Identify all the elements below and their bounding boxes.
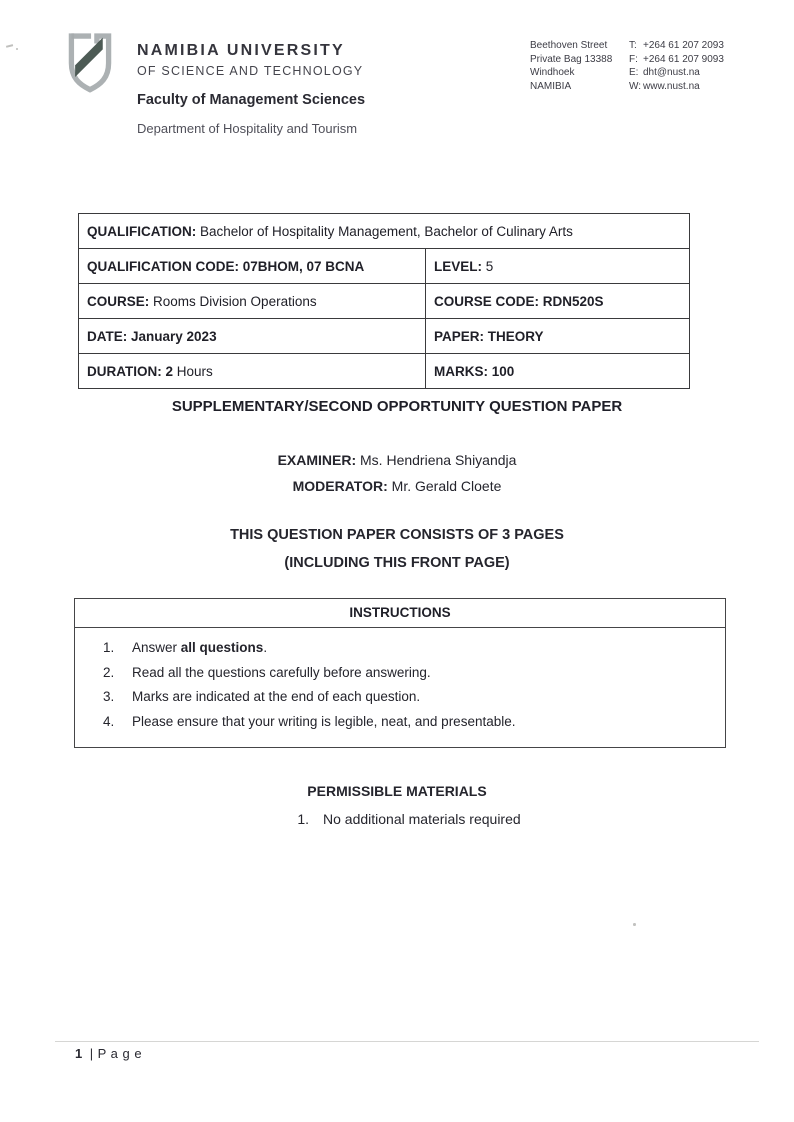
instructions-list [75, 628, 725, 729]
cell-paper [426, 319, 690, 354]
cell-duration [79, 354, 426, 389]
cell-value-bold: January 2023 [131, 328, 217, 344]
page-count-line: THIS QUESTION PAPER CONSISTS OF 3 PAGES [230, 527, 564, 543]
contact-label: F: [629, 53, 638, 65]
materials-item [297, 811, 520, 827]
item-number: 2. [103, 664, 115, 680]
footer-divider [55, 1041, 759, 1042]
table-row [79, 319, 690, 354]
address-line: Beethoven Street [530, 40, 608, 51]
scan-artifact [6, 44, 13, 47]
examiner-line [0, 452, 794, 468]
address-line: NAMIBIA [530, 80, 572, 92]
instruction-item [103, 714, 715, 729]
cell-course [79, 284, 426, 319]
address-line: Private Bag 13388 [530, 53, 613, 65]
cell-label: DURATION: [87, 363, 162, 379]
contact-line [629, 53, 724, 67]
cell-label: DATE: [87, 328, 128, 344]
cell-qualification-code [79, 249, 426, 284]
footer-page-word: P a g e [97, 1046, 143, 1061]
cell-date [79, 319, 426, 354]
table-row [79, 214, 690, 249]
instruction-item [103, 665, 715, 680]
cell-value: Bachelor of Hospitality Management, Bachelor of Culinary Arts [200, 223, 573, 239]
cell-label: MARKS: [434, 363, 488, 379]
paper-type-heading: SUPPLEMENTARY/SECOND OPPORTUNITY QUESTION PAPER [171, 398, 623, 415]
examiner-label: EXAMINER: [277, 452, 357, 468]
item-text [132, 640, 267, 655]
university-name: NAMIBIA UNIVERSITY [137, 42, 345, 59]
page-number-footer [75, 1046, 142, 1061]
nust-shield-logo-icon [56, 27, 124, 95]
page-count-note: (INCLUDING THIS FRONT PAGE) [284, 555, 510, 571]
contact-value: www.nust.na [643, 80, 700, 92]
item-text-post: . [263, 640, 268, 655]
table-row [79, 249, 690, 284]
instructions-box [74, 598, 726, 748]
examiner-name: Ms. Hendriena Shiyandja [360, 452, 517, 468]
faculty-name: Faculty of Management Sciences [137, 92, 366, 108]
item-text [132, 714, 515, 729]
cell-label: COURSE: [87, 293, 150, 309]
item-number: 1. [297, 811, 310, 827]
cell-label: QUALIFICATION CODE: [87, 258, 239, 274]
instructions-title: INSTRUCTIONS [75, 599, 725, 628]
contact-line [629, 80, 724, 94]
moderator-label: MODERATOR: [292, 478, 388, 494]
cell-value-bold: RDN520S [542, 293, 604, 309]
contact-value: +264 61 207 9093 [643, 53, 724, 65]
scan-artifact [16, 48, 18, 50]
table-row [79, 284, 690, 319]
exam-details-table [78, 213, 690, 389]
contact-line [629, 39, 724, 53]
contact-label: T: [629, 40, 637, 51]
cell-qualification [79, 214, 690, 249]
item-text [132, 665, 431, 680]
moderator-line [0, 478, 794, 494]
university-name-line2: OF SCIENCE AND TECHNOLOGY [137, 64, 364, 78]
cell-label: PAPER: [434, 328, 485, 344]
contact-block [629, 39, 724, 93]
address-line: Windhoek [530, 67, 575, 78]
instruction-item [103, 689, 715, 704]
contact-label: W: [629, 80, 642, 92]
item-text-pre: Please ensure that your writing is legible, neat, and presentable. [132, 713, 516, 729]
item-text-pre: Marks are indicated at the end of each question. [132, 689, 421, 704]
item-text-pre: Answer [132, 640, 181, 655]
contact-line [629, 66, 724, 80]
item-number: 3. [103, 689, 115, 704]
footer-separator: | [89, 1046, 94, 1061]
item-text: No additional materials required [323, 811, 521, 827]
cell-value-bold: 07BHOM, 07 BCNA [242, 258, 365, 274]
materials-title: PERMISSIBLE MATERIALS [307, 783, 487, 799]
cell-value: Hours [176, 363, 213, 379]
contact-value: dht@nust.na [643, 67, 700, 78]
contact-label: E: [629, 67, 639, 78]
cell-course-code [426, 284, 690, 319]
table-row [79, 354, 690, 389]
address-block [530, 39, 612, 93]
cell-label: COURSE CODE: [434, 293, 540, 309]
cell-label: QUALIFICATION: [87, 223, 197, 239]
cell-value-bold: THEORY [487, 328, 544, 344]
item-text-pre: Read all the questions carefully before answering. [132, 664, 431, 680]
page-number: 1 [75, 1046, 83, 1061]
cell-value: Rooms Division Operations [153, 293, 317, 309]
cell-value-bold: 2 [165, 363, 174, 379]
item-number: 4. [103, 713, 115, 729]
contact-value: +264 61 207 2093 [643, 40, 724, 51]
department-name: Department of Hospitality and Tourism [137, 121, 358, 136]
instruction-item [103, 640, 715, 655]
cell-level [426, 249, 690, 284]
item-number: 1. [103, 640, 115, 655]
moderator-name: Mr. Gerald Cloete [391, 478, 502, 494]
cell-label: LEVEL: [434, 258, 483, 274]
cell-marks [426, 354, 690, 389]
item-text [132, 689, 420, 704]
cell-value-bold: 100 [491, 363, 515, 379]
cell-value: 5 [485, 258, 494, 274]
university-brand [137, 42, 363, 78]
scan-artifact [633, 923, 636, 926]
item-text-bold: all questions [180, 640, 264, 655]
